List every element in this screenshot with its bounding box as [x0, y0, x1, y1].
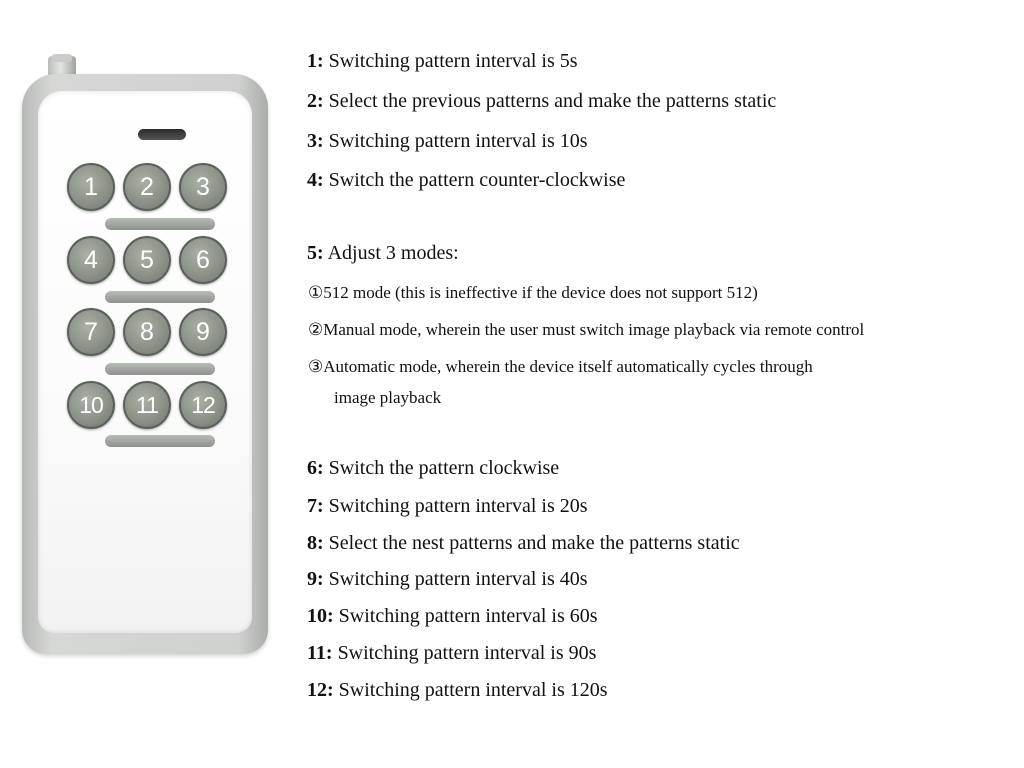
- mode-item-3-continuation: image playback: [334, 388, 442, 407]
- legend-number: 5:: [307, 242, 324, 264]
- remote-button-8[interactable]: 8: [123, 308, 171, 356]
- legend-text: Switch the pattern counter-clockwise: [328, 169, 626, 191]
- legend-text: Switching pattern interval is 20s: [328, 495, 588, 517]
- remote-button-7[interactable]: 7: [67, 308, 115, 356]
- legend-number: 11:: [307, 642, 333, 664]
- mode-text: Automatic mode, wherein the device itself automatically cycles through: [323, 357, 813, 376]
- mode-text: 512 mode (this is ineffective if the device does not support 512): [323, 283, 758, 302]
- legend-text: Switching pattern interval is 60s: [338, 605, 598, 627]
- legend-text: Select the previous patterns and make the patterns static: [328, 90, 777, 112]
- remote-button-11[interactable]: 11: [123, 381, 171, 429]
- legend-item-10: [307, 604, 598, 628]
- circled-three-icon: ③: [308, 357, 324, 377]
- legend-number: 8:: [307, 532, 324, 554]
- legend-number: 6:: [307, 457, 324, 479]
- circled-one-icon: ①: [308, 283, 324, 303]
- remote-button-1[interactable]: 1: [67, 163, 115, 211]
- legend-item-2: [307, 89, 776, 113]
- remote-button-5[interactable]: 5: [123, 236, 171, 284]
- legend-text: Switching pattern interval is 10s: [328, 130, 588, 152]
- remote-button-12[interactable]: 12: [179, 381, 227, 429]
- legend-item-4: [307, 168, 625, 192]
- legend-number: 2:: [307, 90, 324, 112]
- legend-text: Switching pattern interval is 5s: [328, 50, 578, 72]
- legend-number: 4:: [307, 169, 324, 191]
- legend-item-7: [307, 494, 588, 518]
- legend-text: Select the nest patterns and make the patterns static: [328, 532, 740, 554]
- legend-text: Switching pattern interval is 90s: [337, 642, 597, 664]
- legend-item-11: [307, 641, 596, 665]
- remote-button-2[interactable]: 2: [123, 163, 171, 211]
- remote-button-4[interactable]: 4: [67, 236, 115, 284]
- row-divider: [105, 218, 215, 230]
- legend-item-9: [307, 567, 588, 591]
- remote-button-3[interactable]: 3: [179, 163, 227, 211]
- legend-item-3: [307, 129, 588, 153]
- legend-item-1: [307, 49, 578, 73]
- mode-item-1: [308, 282, 758, 304]
- remote-control: [22, 56, 268, 656]
- legend-item-6: [307, 456, 559, 480]
- legend-number: 10:: [307, 605, 334, 627]
- circled-two-icon: ②: [308, 320, 324, 340]
- mode-text: Manual mode, wherein the user must switch image playback via remote control: [323, 320, 865, 339]
- legend-text: Switching pattern interval is 120s: [338, 679, 608, 701]
- legend-number: 1:: [307, 50, 324, 72]
- remote-button-9[interactable]: 9: [179, 308, 227, 356]
- legend-number: 9:: [307, 568, 324, 590]
- remote-button-10[interactable]: 10: [67, 381, 115, 429]
- remote-shell: [22, 74, 268, 654]
- legend-number: 3:: [307, 130, 324, 152]
- mode-item-2: [308, 319, 864, 341]
- row-divider: [105, 363, 215, 375]
- legend-item-8: [307, 531, 740, 555]
- row-divider: [105, 435, 215, 447]
- mode-item-3: [308, 356, 813, 378]
- row-divider: [105, 291, 215, 303]
- legend-number: 12:: [307, 679, 334, 701]
- legend-text: Adjust 3 modes:: [327, 242, 459, 264]
- legend-text: Switch the pattern clockwise: [328, 457, 560, 479]
- remote-face: [38, 91, 252, 633]
- legend-text: Switching pattern interval is 40s: [328, 568, 588, 590]
- remote-button-6[interactable]: 6: [179, 236, 227, 284]
- legend-item-5: [307, 241, 459, 265]
- led-indicator: [138, 129, 186, 140]
- legend-item-12: [307, 678, 608, 702]
- legend-number: 7:: [307, 495, 324, 517]
